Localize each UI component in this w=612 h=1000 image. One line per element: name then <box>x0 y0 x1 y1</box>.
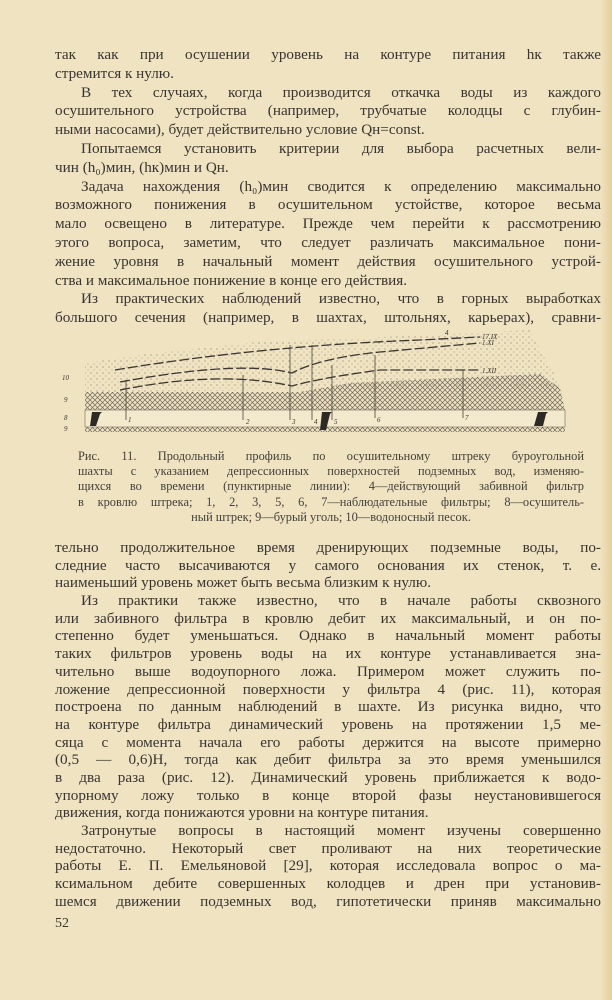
bottom-text-block <box>55 539 601 910</box>
text-line: наименьший уровень может быть весьма близким к нулю. <box>55 574 432 592</box>
text-line: Затронутые вопросы в настоящий момент изучены совершенно <box>81 822 601 839</box>
text-line: ства и максимальное понижение в конце его действия. <box>55 271 408 289</box>
text-line: движения, когда понижаются уровни на контуре питания. <box>55 804 429 822</box>
text-line: сяца с момента начала его работы держится на высоте примерно <box>55 733 601 751</box>
text-line: чин (h₀)мин, (hк)мин и Qн. <box>55 158 229 176</box>
filter-label-2: 2 <box>246 418 250 426</box>
text-line: жение уровня в начальный момент действия осушительного устрой- <box>55 252 601 270</box>
page-number: 52 <box>55 916 69 931</box>
filter-label-6: 6 <box>377 416 381 424</box>
filter-label-3: 3 <box>292 418 296 426</box>
text-line: недостаточно. Некоторый свет проливают на них теоретические <box>55 839 601 857</box>
caption-line: шахты с указанием депрессионных поверхностей подземных вод, изменяю- <box>78 464 584 479</box>
text-line: ксимальном дебите совершенных колодцев и дрен при установив- <box>55 875 601 893</box>
figure-11-profile <box>60 330 600 442</box>
filter-label-4: 4 <box>314 418 318 426</box>
caption-line: ный штрек; 9—бурый уголь; 10—водоносный песок. <box>191 509 471 524</box>
text-line: ложение депрессионной поверхности у фильтра 4 (рис. 11), которая <box>55 680 601 698</box>
filter-label-1: 1 <box>128 416 132 424</box>
curve-label-1-xi: 1.XI <box>482 339 494 347</box>
filter-label-5: 5 <box>334 418 338 426</box>
text-line: осушительного устройства (например, трубчатые колодцы с глубин- <box>55 102 601 120</box>
curve-label-1-xii: 1.XII <box>482 367 497 375</box>
text-line: построена по данным наблюдений в шахте. Из рисунка видно, что <box>55 698 601 716</box>
text-line: или забивного фильтра в кровлю дебит их максимальный, и он по- <box>55 609 601 627</box>
layer-label-9: 9 <box>64 396 68 404</box>
layer-label-10: 10 <box>62 374 69 382</box>
text-line: чительно выше водоупорного ложа. Примером может служить по- <box>55 662 601 680</box>
caption-line: щихся во времени (пунктирные линии): 4—действующий забивной фильтр <box>78 479 584 494</box>
top-text-block <box>55 46 601 328</box>
text-line: следние часто высачиваются у самого основания их стенок, т. е. <box>55 556 601 574</box>
text-line: Из практики также известно, что в начале работы сквозного <box>81 592 601 610</box>
text-line: В тех случаях, когда производится откачка воды из каждого <box>81 83 601 101</box>
figure-caption <box>78 449 584 525</box>
text-line: Попытаемся установить критерии для выбора расчетных вели- <box>81 139 601 157</box>
text-line: работы Е. П. Емельяновой [29], которая исследовала вопрос о ма- <box>55 857 601 875</box>
caption-line: в кровлю штрека; 1, 2, 3, 5, 6, 7—наблюдательные фильтры; 8—осушитель- <box>78 494 584 509</box>
text-line: упорному ложу только в конце второй фазы неустановившегося <box>55 786 601 804</box>
text-line: таких фильтров уровень воды на их контуре устанавливается зна- <box>55 645 601 663</box>
curve-label-17-ix: 17.IX <box>482 333 498 341</box>
text-line: Задача нахождения (h₀)мин сводится к определению максимально <box>81 177 601 195</box>
text-line: большого сечения (например, в шахтах, штольнях, карьерах), сравни- <box>55 309 601 327</box>
text-line: шемся движении подземных вод, гипотетически приняв максимально <box>55 892 601 910</box>
text-line: Из практических наблюдений известно, что в горных выработках <box>81 290 601 308</box>
page-edge-shadow <box>600 0 612 1000</box>
caption-line: Рис. 11. Продольный профиль по осушительному штреку буроугольной <box>78 449 584 463</box>
filter-label-7: 7 <box>465 414 469 422</box>
layer-label-8: 8 <box>64 414 68 422</box>
text-line: ными насосами), будет действительно условие Qн=const. <box>55 121 425 139</box>
text-line: степенно будет уменьшаться. Однако в начальный момент работы <box>55 627 601 645</box>
text-line: в два раза (рис. 12). Динамический уровень приближается к водо- <box>55 768 601 786</box>
text-line: стремится к нулю. <box>55 64 174 82</box>
text-line: возможного понижения в осушительном устойстве, которое весьма <box>55 196 601 214</box>
text-line: тельно продолжительное время дренирующих подземные воды, по- <box>55 539 601 556</box>
text-line: этого вопроса, заметим, что следует различать максимальное пони- <box>55 233 601 251</box>
text-line: мало освещено в литературе. Прежде чем перейти к рассмотрению <box>55 215 601 233</box>
text-line: (0,5 — 0,6)H, тогда как дебит фильтра за это время уменьшился <box>55 751 601 769</box>
text-line: на контуре фильтра динамический уровень на протяжении 1,5 ме- <box>55 715 601 733</box>
layer-label-9-lower: 9 <box>64 425 68 433</box>
top-mark-4: 4 <box>445 330 449 337</box>
text-line: так как при осушении уровень на контуре питания hк также <box>55 46 601 63</box>
